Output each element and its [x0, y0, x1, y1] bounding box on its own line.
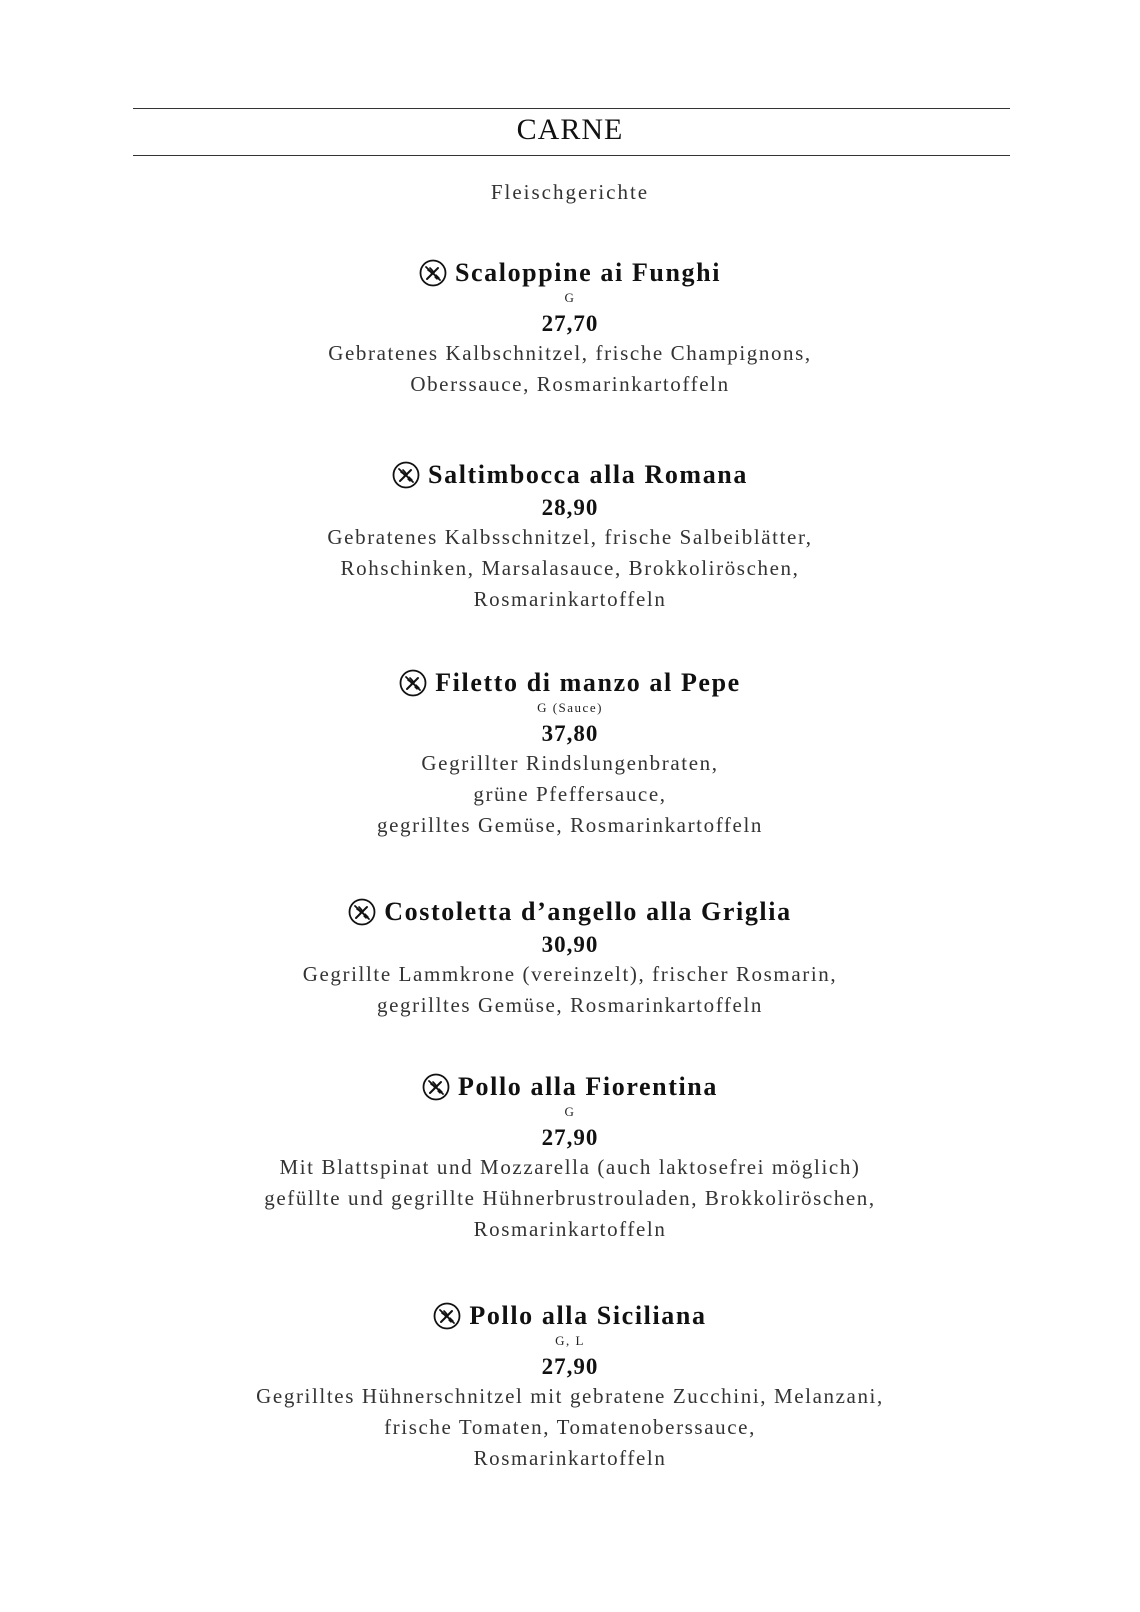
menu-item-name: Pollo alla Siciliana: [469, 1301, 707, 1330]
menu-item-header: [0, 460, 1140, 490]
menu-item-name: Pollo alla Fiorentina: [458, 1072, 718, 1101]
menu-item: [0, 897, 1140, 1021]
description-line: Rosmarinkartoffeln: [473, 1217, 667, 1241]
description-line: Gegrillte Lammkrone (vereinzelt), frischer Rosmarin,: [302, 962, 838, 986]
description-line: Gebratenes Kalbsschnitzel, frische Salbeiblätter,: [327, 525, 813, 549]
description-line: grüne Pfeffersauce,: [473, 782, 667, 806]
description-line: Oberssauce, Rosmarinkartoffeln: [410, 372, 730, 396]
menu-item-description: [0, 1152, 1140, 1245]
menu-item-price: 27,90: [541, 1354, 599, 1379]
description-line: gegrilltes Gemüse, Rosmarinkartoffeln: [377, 993, 763, 1017]
menu-item-header: [0, 258, 1140, 288]
allergen-codes: G: [564, 290, 576, 305]
allergen-codes: G (Sauce): [537, 700, 603, 715]
gluten-free-icon: [348, 898, 376, 926]
menu-item-name: Scaloppine ai Funghi: [454, 258, 722, 287]
gluten-free-icon: [392, 461, 420, 489]
menu-item: [0, 668, 1140, 841]
menu-item-price: 30,90: [541, 932, 599, 957]
menu-item-description: [0, 748, 1140, 841]
menu-item-name: Filetto di manzo al Pepe: [435, 668, 741, 697]
menu-item-price: 37,80: [541, 721, 599, 746]
top-divider: [133, 108, 1010, 109]
description-line: Rosmarinkartoffeln: [473, 1446, 667, 1470]
page-subtitle: Fleischgerichte: [490, 180, 650, 204]
description-line: Rohschinken, Marsalasauce, Brokkoliröschen,: [340, 556, 800, 580]
bottom-divider: [133, 155, 1010, 156]
menu-item-name: Costoletta d’angello alla Griglia: [384, 897, 792, 926]
description-line: frische Tomaten, Tomatenoberssauce,: [384, 1415, 756, 1439]
description-line: Mit Blattspinat und Mozzarella (auch laktosefrei möglich): [279, 1155, 861, 1179]
menu-item-description: [0, 959, 1140, 1021]
menu-item: [0, 460, 1140, 615]
menu-item-name: Saltimbocca alla Romana: [428, 460, 748, 489]
description-line: Rosmarinkartoffeln: [473, 587, 667, 611]
menu-item-price: 27,90: [541, 1125, 599, 1150]
page-title: CARNE: [516, 113, 624, 146]
allergen-codes: G, L: [555, 1333, 585, 1348]
menu-item-price: 28,90: [541, 495, 599, 520]
gluten-free-icon: [399, 669, 427, 697]
menu-item-description: [0, 522, 1140, 615]
menu-item-description: [0, 338, 1140, 400]
gluten-free-icon: [433, 1302, 461, 1330]
menu-item-header: [0, 897, 1140, 927]
gluten-free-icon: [419, 259, 447, 287]
description-line: Gegrillter Rindslungenbraten,: [421, 751, 719, 775]
description-line: Gebratenes Kalbschnitzel, frische Champignons,: [328, 341, 812, 365]
allergen-codes: G: [564, 1104, 576, 1119]
description-line: Gegrilltes Hühnerschnitzel mit gebratene Zucchini, Melanzani,: [256, 1384, 884, 1408]
menu-item-header: [0, 668, 1140, 698]
menu-item: [0, 258, 1140, 400]
menu-item-price: 27,70: [541, 311, 599, 336]
menu-item: [0, 1301, 1140, 1474]
description-line: gefüllte und gegrillte Hühnerbrustrouladen, Brokkoliröschen,: [264, 1186, 876, 1210]
menu-item-description: [0, 1381, 1140, 1474]
menu-item: [0, 1072, 1140, 1245]
description-line: gegrilltes Gemüse, Rosmarinkartoffeln: [377, 813, 763, 837]
menu-item-header: [0, 1301, 1140, 1331]
menu-item-header: [0, 1072, 1140, 1102]
gluten-free-icon: [422, 1073, 450, 1101]
